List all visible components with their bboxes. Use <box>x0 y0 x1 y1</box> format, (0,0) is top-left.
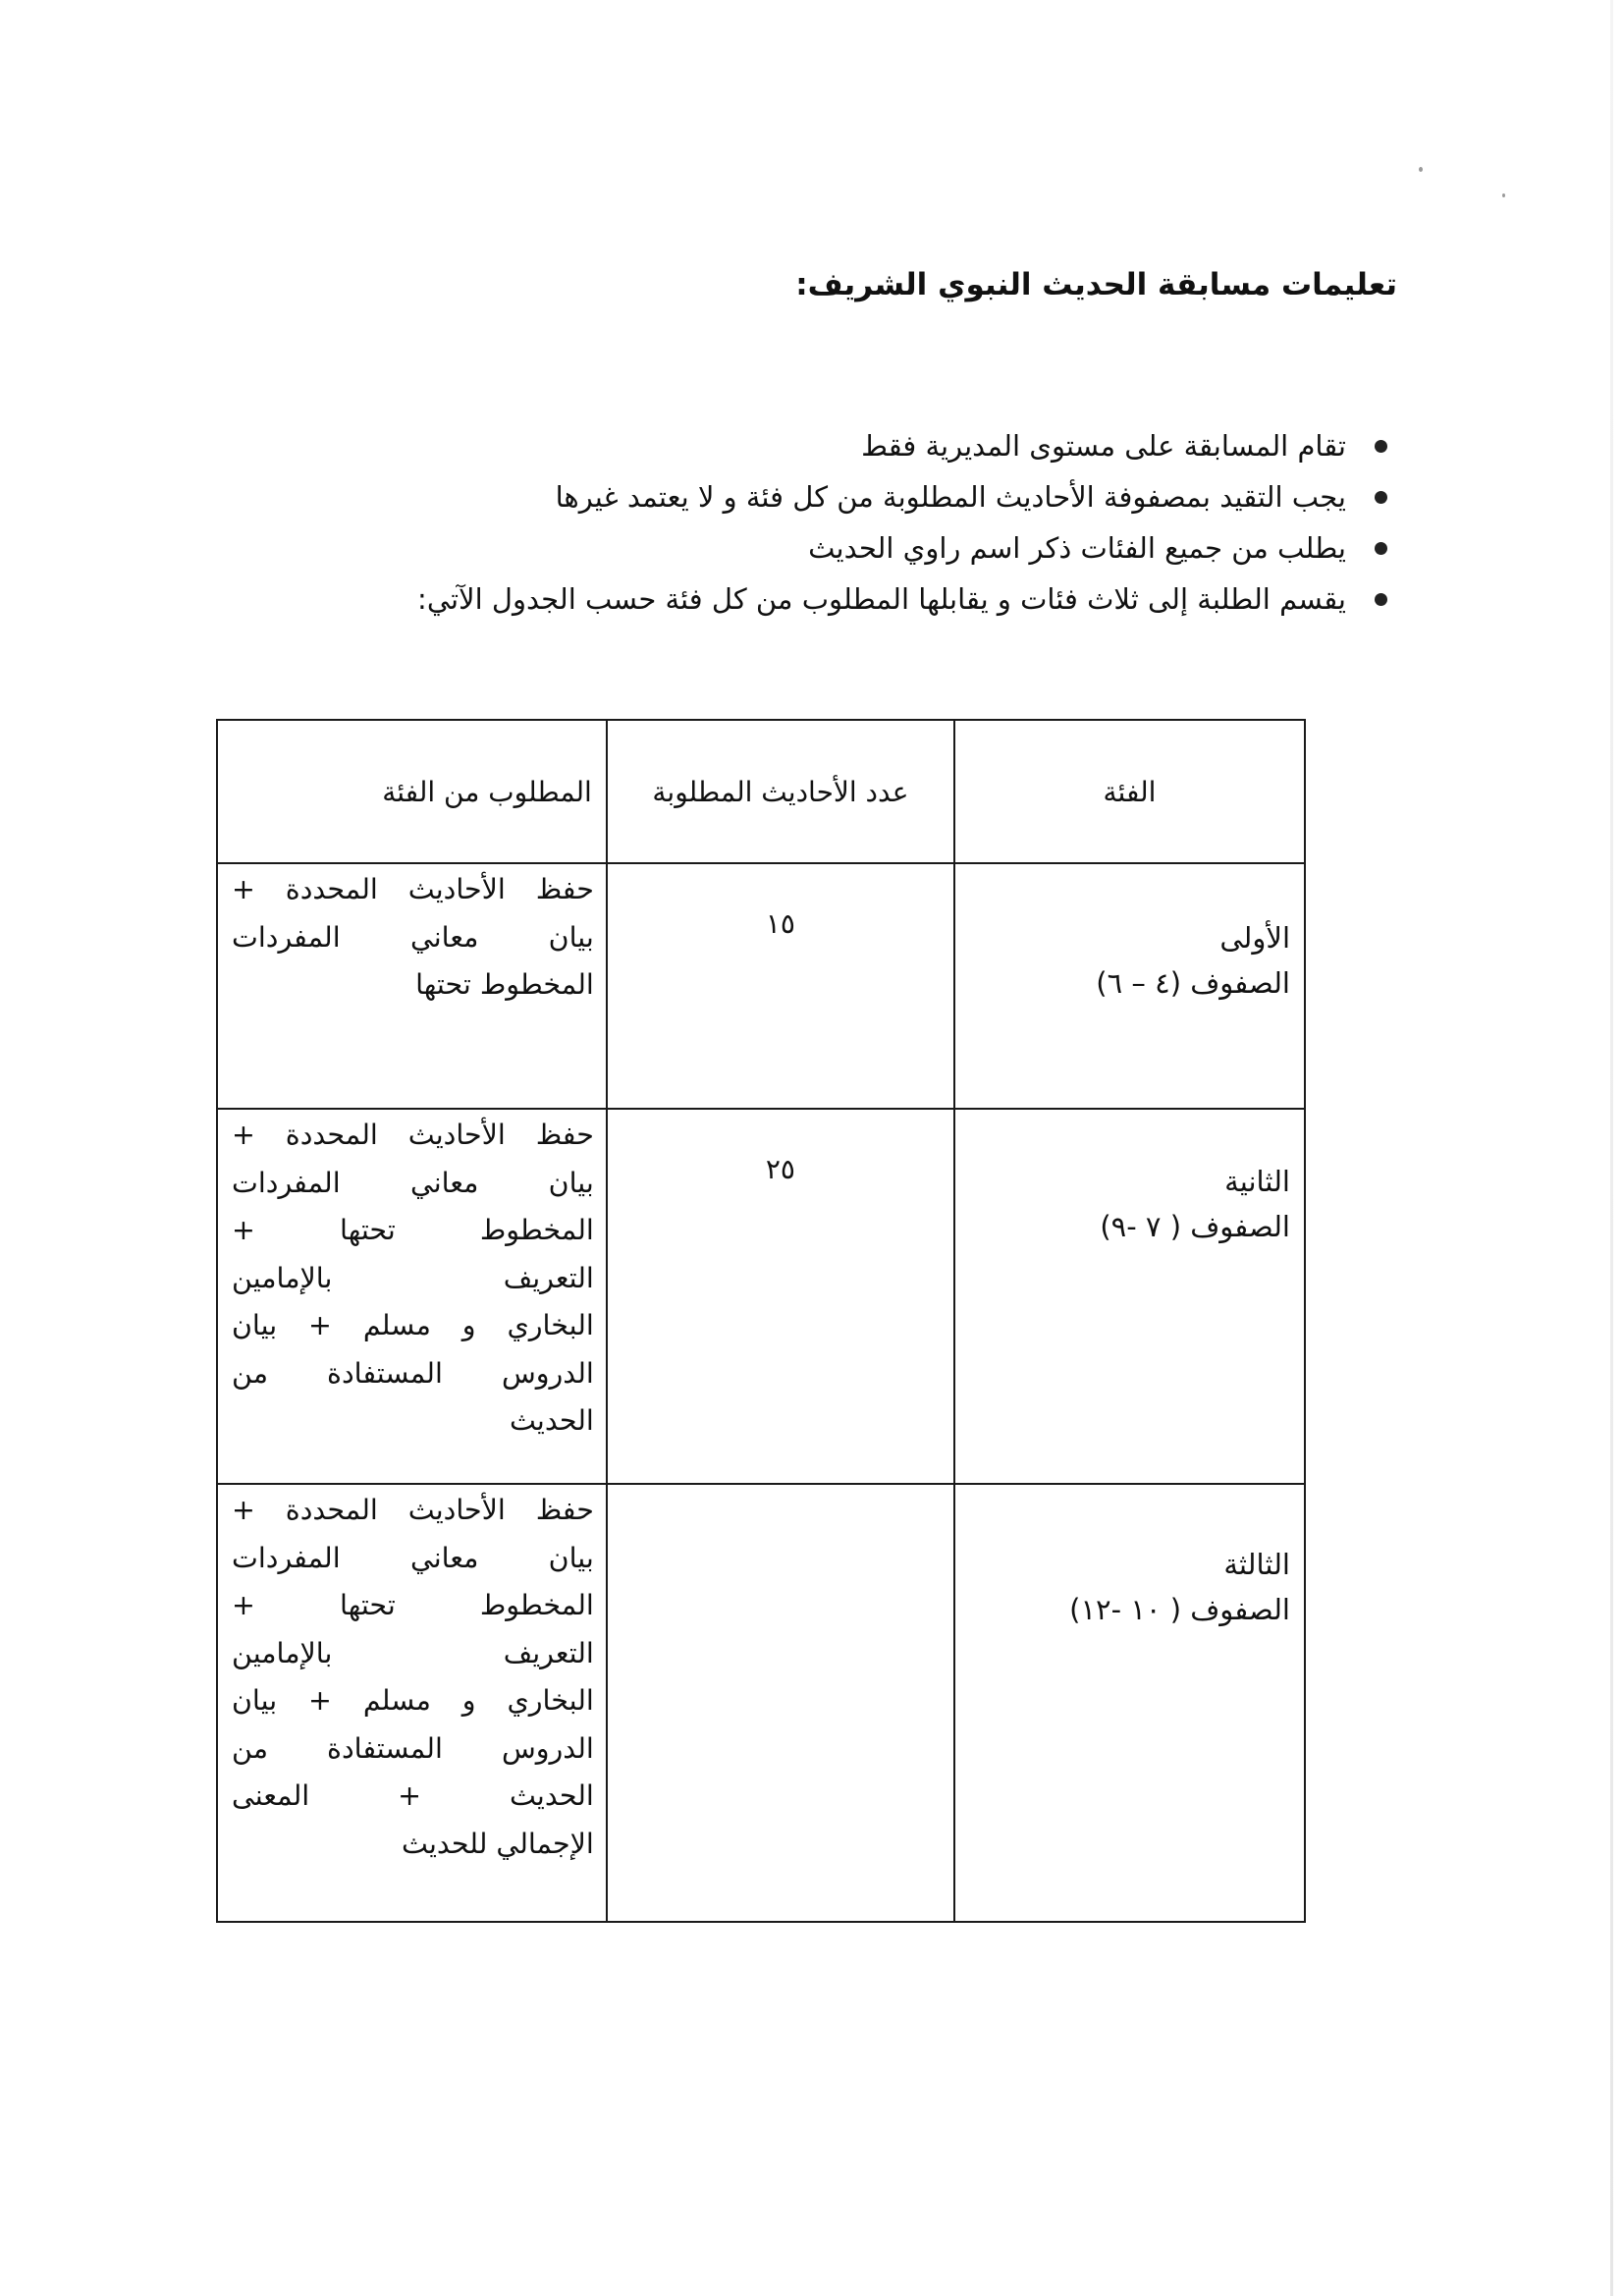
requirement-line: حفظ الأحاديث المحددة + <box>232 873 594 905</box>
requirement-line: المخطوط تحتها <box>415 968 594 1001</box>
table-header-row <box>217 720 1305 863</box>
table-row <box>217 863 1305 1109</box>
bullet-icon <box>1375 542 1387 555</box>
instruction-item <box>417 522 1387 574</box>
instruction-item <box>417 574 1387 625</box>
bullet-icon <box>1375 491 1387 504</box>
requirement-line: حفظ الأحاديث المحددة + <box>232 1119 594 1151</box>
scan-speck <box>1502 193 1505 197</box>
table-row <box>217 1109 1305 1484</box>
category-cell <box>954 1109 1305 1484</box>
category-cell <box>954 1484 1305 1922</box>
category-grades: الصفوف ( ١٠ -١٢) <box>1069 1593 1290 1626</box>
category-name: الثالثة <box>1223 1548 1290 1581</box>
bullet-icon <box>1375 440 1387 453</box>
category-grades: الصفوف ( ٧ -٩) <box>1100 1210 1290 1243</box>
count-cell: ١٥ <box>607 863 954 1109</box>
requirement-line: الحديث <box>509 1404 594 1437</box>
instructions-list <box>417 420 1387 625</box>
instruction-item <box>417 471 1387 522</box>
instruction-text: يقسم الطلبة إلى ثلاث فئات و يقابلها المطلوب من كل فئة حسب الجدول الآتي: <box>417 582 1346 616</box>
instruction-text: تقام المسابقة على مستوى المديرية فقط <box>861 429 1346 463</box>
requirement-line: بيان معاني المفردات <box>232 1166 594 1199</box>
requirement-line: الدروس المستفادة من <box>232 1356 594 1390</box>
scan-speck <box>1419 167 1423 172</box>
requirement-line: المخطوط تحتها + <box>232 1214 594 1246</box>
category-name: الأولى <box>1219 921 1290 955</box>
requirement-line: بيان معاني المفردات <box>232 1541 594 1574</box>
requirement-line: بيان معاني المفردات <box>232 920 594 954</box>
requirements-cell <box>217 1484 607 1922</box>
requirement-line: المخطوط تحتها + <box>232 1589 594 1621</box>
instruction-text: يجب التقيد بمصفوفة الأحاديث المطلوبة من كل فئة و لا يعتمد غيرها <box>555 480 1346 514</box>
bullet-icon <box>1375 593 1387 606</box>
instruction-text: يطلب من جميع الفئات ذكر اسم راوي الحديث <box>808 531 1346 565</box>
requirement-line: الحديث + المعنى <box>232 1779 594 1812</box>
category-cell <box>954 863 1305 1109</box>
category-grades: الصفوف (٤ – ٦) <box>1096 966 1290 1000</box>
category-name: الثانية <box>1224 1165 1290 1198</box>
requirement-line: التعريف بالإمامين <box>232 1636 594 1669</box>
requirements-cell <box>217 863 607 1109</box>
requirement-line: حفظ الأحاديث المحددة + <box>232 1494 594 1526</box>
header-category: الفئة <box>954 720 1305 863</box>
requirements-cell <box>217 1109 607 1484</box>
header-requirements: المطلوب من الفئة <box>217 720 607 863</box>
categories-table <box>216 719 1306 1923</box>
requirement-line: التعريف بالإمامين <box>232 1261 594 1294</box>
count-cell <box>607 1484 954 1922</box>
requirement-line: الدروس المستفادة من <box>232 1731 594 1765</box>
requirement-line: الإجمالي للحديث <box>401 1827 594 1860</box>
scan-edge-mark <box>1610 0 1613 2296</box>
count-cell: ٢٥ <box>607 1109 954 1484</box>
header-count: عدد الأحاديث المطلوبة <box>607 720 954 863</box>
requirement-line: البخاري و مسلم + بيان <box>232 1309 594 1341</box>
page-title: تعليمات مسابقة الحديث النبوي الشريف: <box>795 267 1397 302</box>
requirement-line: البخاري و مسلم + بيان <box>232 1684 594 1717</box>
instruction-item <box>417 420 1387 471</box>
table-row <box>217 1484 1305 1922</box>
